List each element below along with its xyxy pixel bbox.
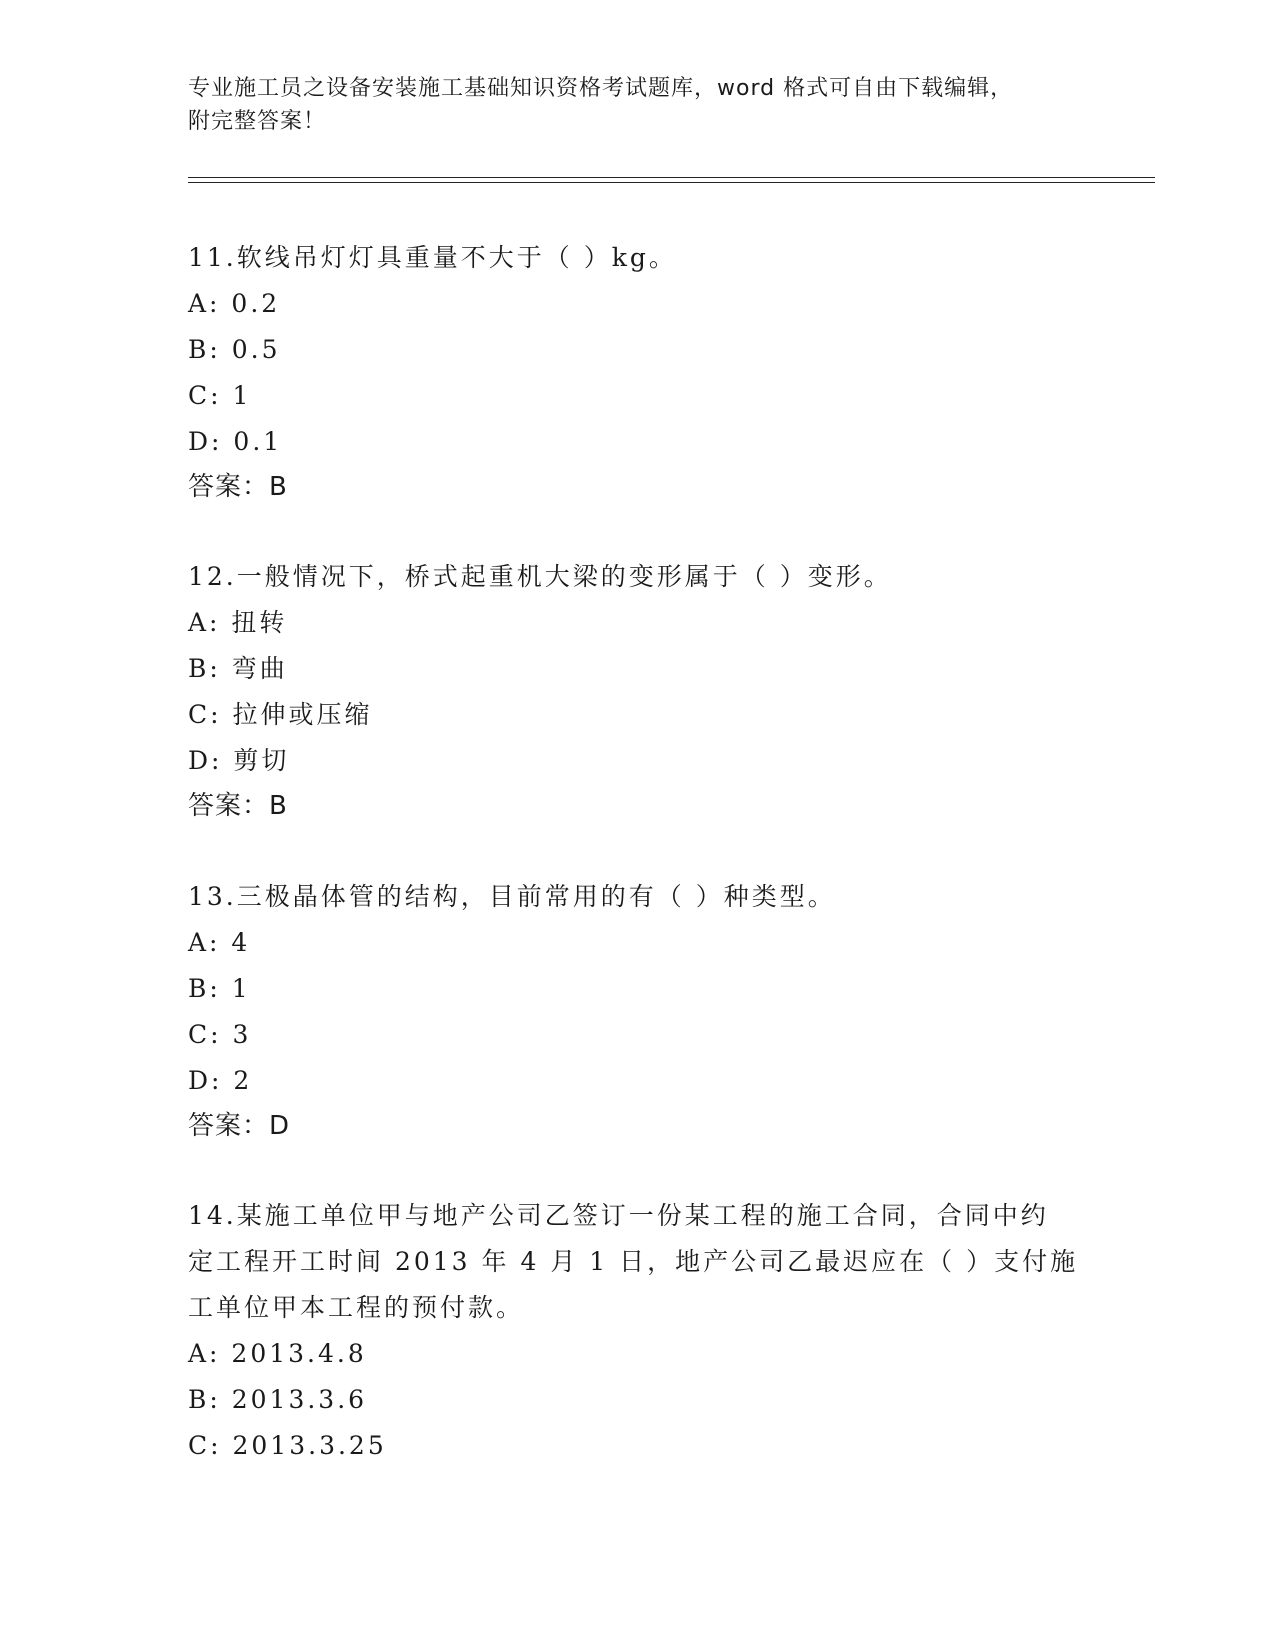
option-b: B: 1 xyxy=(188,974,251,1003)
question-stem-line-1: 14.某施工单位甲与地产公司乙签订一份某工程的施工合同，合同中约 xyxy=(188,1201,1049,1230)
question-stem: 12.一般情况下，桥式起重机大梁的变形属于（ ）变形。 xyxy=(188,562,892,591)
option-a: A: 2013.4.8 xyxy=(188,1339,367,1368)
option-a: A: 0.2 xyxy=(188,289,281,318)
option-c: C: 2013.3.25 xyxy=(188,1431,387,1460)
question-14 xyxy=(188,1193,1088,1469)
question-12 xyxy=(188,554,1088,828)
answer-line: 答案：B xyxy=(188,472,288,502)
option-d: D: 2 xyxy=(188,1066,253,1095)
option-c: C: 1 xyxy=(188,381,252,410)
header-divider-top xyxy=(188,177,1155,178)
header-line-1: 专业施工员之设备安装施工基础知识资格考试题库，word 格式可自由下载编辑， xyxy=(188,76,1014,101)
option-d: D: 0.1 xyxy=(188,427,283,456)
question-11 xyxy=(188,235,1088,509)
option-a: A: 扭转 xyxy=(188,608,288,637)
question-stem-line-3: 工单位甲本工程的预付款。 xyxy=(188,1293,525,1322)
option-a: A: 4 xyxy=(188,928,251,957)
document-header xyxy=(188,72,1088,138)
option-d: D: 剪切 xyxy=(188,746,290,775)
question-stem-line-2: 定工程开工时间 2013 年 4 月 1 日，地产公司乙最迟应在（ ）支付施 xyxy=(188,1247,1079,1276)
option-c: C: 拉伸或压缩 xyxy=(188,700,373,729)
question-13 xyxy=(188,874,1088,1148)
option-b: B: 0.5 xyxy=(188,335,281,364)
option-b: B: 弯曲 xyxy=(188,654,288,683)
header-line-2: 附完整答案！ xyxy=(188,109,327,134)
header-divider-bottom xyxy=(188,182,1155,183)
answer-line: 答案：B xyxy=(188,791,288,821)
answer-line: 答案：D xyxy=(188,1111,291,1141)
option-b: B: 2013.3.6 xyxy=(188,1385,368,1414)
question-stem: 11.软线吊灯灯具重量不大于（ ）kg。 xyxy=(188,243,677,272)
option-c: C: 3 xyxy=(188,1020,252,1049)
question-stem: 13.三极晶体管的结构，目前常用的有（ ）种类型。 xyxy=(188,882,836,911)
